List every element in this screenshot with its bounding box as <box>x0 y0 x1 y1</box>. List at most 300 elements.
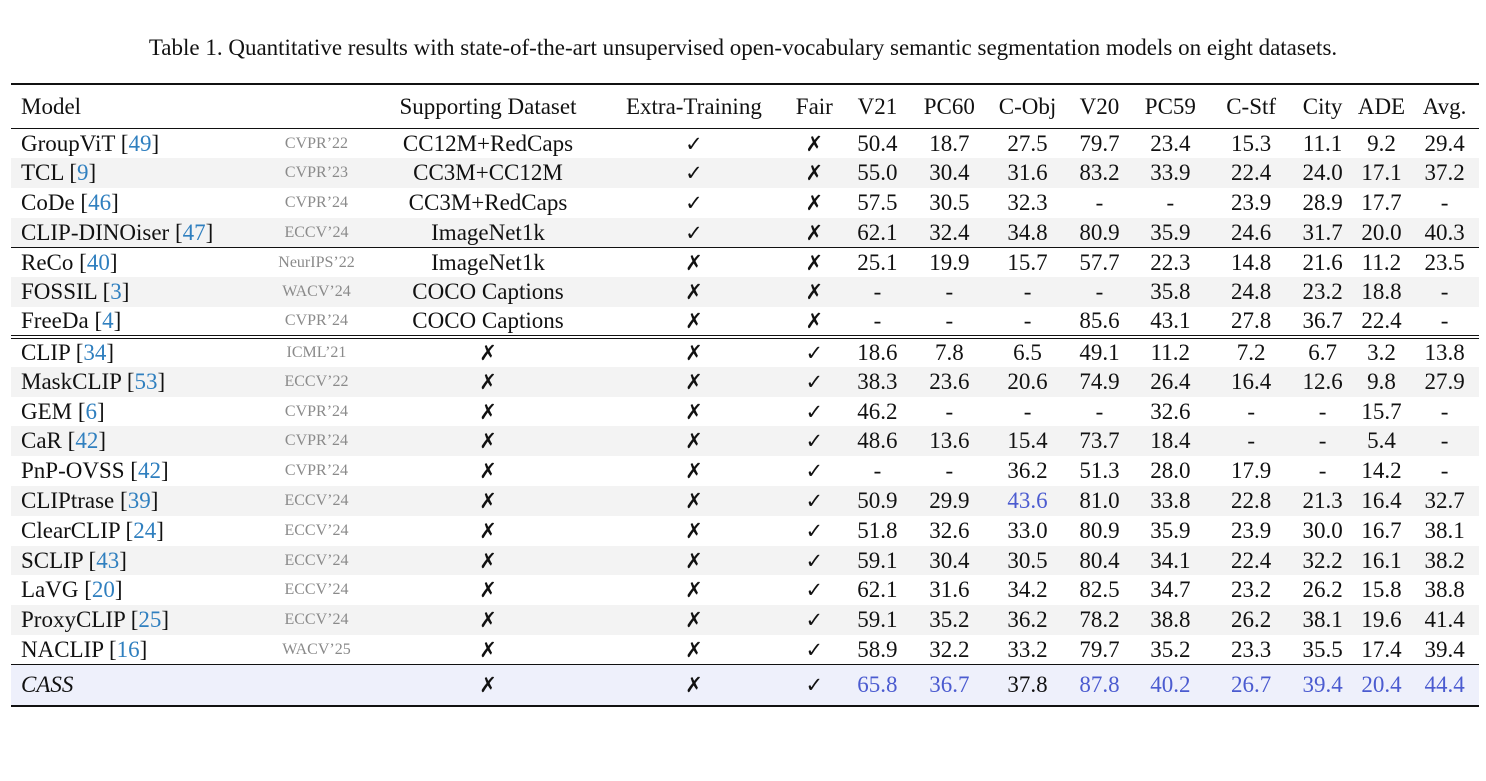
score-cell: 30.4 <box>912 158 987 188</box>
extra-training-mark: ✗ <box>685 459 703 484</box>
supporting-dataset: ✗ <box>374 665 602 707</box>
fair-mark: ✓ <box>786 546 843 576</box>
model-name: FreeDa [4] <box>21 308 122 334</box>
fair-mark: ✗ <box>805 131 824 156</box>
score-cell: - <box>987 277 1068 307</box>
model-name: CLIPtrase [39] <box>11 486 259 516</box>
score-cell: 35.9 <box>1131 218 1210 248</box>
model-name: CASS <box>11 665 259 707</box>
model-name: CLIP [34] <box>11 337 259 367</box>
score-cell: - <box>1095 189 1104 215</box>
score-cell: 23.5 <box>1410 248 1479 278</box>
score-cell: 30.5 <box>929 189 970 215</box>
score-cell: 24.6 <box>1210 218 1292 248</box>
score-cell: - <box>873 458 882 484</box>
score-cell: 33.8 <box>1131 486 1210 516</box>
score-cell: 23.2 <box>1292 277 1352 307</box>
fair-mark: ✓ <box>786 426 843 456</box>
model-label: ProxyCLIP <box>21 607 125 633</box>
score-cell: 37.8 <box>987 665 1068 707</box>
table-row <box>11 129 1479 159</box>
column-header: City <box>1302 93 1343 119</box>
citation-link[interactable]: 6 <box>85 398 98 424</box>
fair-mark: ✗ <box>786 218 843 248</box>
score-cell: 85.6 <box>1079 308 1120 334</box>
model-label: LaVG <box>21 577 79 603</box>
score-cell: 21.6 <box>1292 248 1352 278</box>
model-label: ReCo <box>21 249 74 275</box>
score-cell: 32.4 <box>912 218 987 248</box>
fair-mark: ✗ <box>786 277 843 307</box>
extra-training-mark: ✓ <box>602 218 786 248</box>
score-cell: 7.8 <box>912 337 987 367</box>
score-cell: 50.4 <box>857 130 898 156</box>
score-cell: 82.5 <box>1079 577 1120 603</box>
score-cell: 18.6 <box>843 337 912 367</box>
supporting-dataset: ImageNet1k <box>374 248 602 278</box>
score-cell: 21.3 <box>1292 486 1352 516</box>
score-cell: 48.6 <box>843 426 912 456</box>
score-cell: 46.2 <box>857 398 898 424</box>
table-row <box>11 456 1479 486</box>
model-label: GEM <box>21 398 73 424</box>
score-cell: 28.9 <box>1302 189 1343 215</box>
extra-training-mark: ✗ <box>602 277 786 307</box>
extra-training-mark: ✗ <box>685 399 703 424</box>
score-cell: 15.4 <box>987 426 1068 456</box>
venue-label: CVPR’23 <box>259 158 374 188</box>
score-cell: - <box>1068 277 1131 307</box>
fair-mark: ✗ <box>805 309 824 334</box>
supporting-dataset: ✗ <box>374 486 602 516</box>
score-cell: - <box>1166 189 1175 215</box>
model-name: SCLIP [43] <box>11 546 259 576</box>
extra-training-mark: ✗ <box>685 578 703 603</box>
table-row <box>11 337 1479 367</box>
score-cell: 11.1 <box>1302 130 1343 156</box>
table-row <box>11 248 1479 278</box>
score-cell: 23.4 <box>1150 130 1191 156</box>
extra-training-mark: ✗ <box>602 605 786 635</box>
score-cell: 6.7 <box>1292 337 1352 367</box>
venue-label: WACV’24 <box>259 277 374 307</box>
score-cell: 5.4 <box>1353 426 1410 456</box>
model-name: ReCo [40] <box>11 248 259 278</box>
score-cell: 39.4 <box>1424 636 1465 662</box>
score-cell: 34.7 <box>1150 577 1191 603</box>
model-label: GroupViT <box>21 130 116 156</box>
model-label: TCL <box>21 160 64 186</box>
table-row <box>11 307 1479 337</box>
supporting-dataset: COCO Captions <box>374 277 602 307</box>
supporting-dataset: ✗ <box>374 546 602 576</box>
score-cell: 83.2 <box>1068 158 1131 188</box>
citation-link[interactable]: 4 <box>102 308 114 334</box>
citation-link[interactable]: 40 <box>86 249 110 275</box>
score-cell: 35.2 <box>1150 636 1191 662</box>
citation-link[interactable]: 9 <box>77 160 89 186</box>
score-cell: 44.4 <box>1410 665 1479 707</box>
table-row <box>11 426 1479 456</box>
score-cell: 31.7 <box>1292 218 1352 248</box>
extra-training-mark: ✗ <box>685 518 703 543</box>
model-label: FOSSIL <box>21 279 97 305</box>
score-cell: 22.8 <box>1210 486 1292 516</box>
citation-link[interactable]: 25 <box>138 607 162 633</box>
score-cell: 30.4 <box>912 546 987 576</box>
venue-label: ECCV’24 <box>259 486 374 516</box>
score-cell: - <box>1210 426 1292 456</box>
score-cell: 20.4 <box>1353 665 1410 707</box>
citation-link[interactable]: 34 <box>83 339 107 365</box>
extra-training-mark: ✗ <box>602 337 786 367</box>
score-cell: 22.4 <box>1361 308 1402 334</box>
score-cell: 30.5 <box>987 546 1068 576</box>
score-cell: 38.3 <box>843 367 912 397</box>
supporting-dataset: ✗ <box>479 459 497 484</box>
score-cell: 80.4 <box>1068 546 1131 576</box>
score-cell: 74.9 <box>1068 367 1131 397</box>
venue-label: ECCV’24 <box>259 218 374 248</box>
score-cell: 35.8 <box>1131 277 1210 307</box>
model-name: NACLIP [16] <box>21 636 148 662</box>
score-cell: 7.2 <box>1210 337 1292 367</box>
extra-training-mark: ✗ <box>602 248 786 278</box>
extra-training-mark: ✗ <box>602 367 786 397</box>
table-row <box>11 635 1479 665</box>
fair-mark: ✓ <box>786 486 843 516</box>
table-row <box>11 158 1479 188</box>
model-name: GEM [6] <box>21 398 105 424</box>
score-cell: 24.8 <box>1210 277 1292 307</box>
supporting-dataset: ✗ <box>374 337 602 367</box>
venue-label: ECCV’24 <box>259 546 374 576</box>
model-label: NACLIP <box>21 636 104 662</box>
score-cell: 26.2 <box>1302 577 1343 603</box>
extra-training-mark: ✗ <box>602 426 786 456</box>
score-cell: 32.2 <box>1292 546 1352 576</box>
score-cell: - <box>843 277 912 307</box>
score-cell: 34.1 <box>1131 546 1210 576</box>
model-name: GroupViT [49] <box>21 130 160 156</box>
venue-label: NeurIPS’22 <box>259 248 374 278</box>
supporting-dataset: ✗ <box>479 399 497 424</box>
score-cell: 81.0 <box>1068 486 1131 516</box>
score-cell: 23.2 <box>1231 577 1272 603</box>
score-cell: - <box>1023 308 1032 334</box>
table-row <box>11 516 1479 546</box>
column-header: C-Stf <box>1226 93 1277 119</box>
fair-mark: ✓ <box>786 605 843 635</box>
score-cell: 32.6 <box>1150 398 1191 424</box>
score-cell: - <box>1095 398 1104 424</box>
score-cell: - <box>945 308 954 334</box>
score-cell: 28.0 <box>1150 458 1191 484</box>
supporting-dataset: ImageNet1k <box>374 218 602 248</box>
venue-label: ECCV’24 <box>284 581 349 599</box>
venue-label: ECCV’24 <box>284 521 349 539</box>
score-cell: 50.9 <box>843 486 912 516</box>
score-cell: - <box>1440 458 1449 484</box>
results-table <box>11 83 1479 707</box>
score-cell: 27.9 <box>1410 367 1479 397</box>
model-label: CLIP-DINOiser <box>21 219 170 245</box>
score-cell: 62.1 <box>843 218 912 248</box>
score-cell: 32.6 <box>929 517 970 543</box>
model-name: CLIP-DINOiser [47] <box>11 218 259 248</box>
score-cell: 33.0 <box>1007 517 1048 543</box>
score-cell: 38.2 <box>1410 546 1479 576</box>
fair-mark: ✗ <box>786 248 843 278</box>
score-cell: 29.9 <box>912 486 987 516</box>
model-name: FOSSIL [3] <box>11 277 259 307</box>
score-cell: 3.2 <box>1353 337 1410 367</box>
score-cell: 33.2 <box>1007 636 1048 662</box>
model-name: LaVG [20] <box>21 577 123 603</box>
model-label: ClearCLIP <box>21 517 120 543</box>
score-cell: 18.7 <box>929 130 970 156</box>
venue-label: CVPR’24 <box>284 402 349 420</box>
score-cell: 55.0 <box>843 158 912 188</box>
model-label: CoDe <box>21 189 75 215</box>
score-cell: - <box>873 308 882 334</box>
score-cell: 35.5 <box>1302 636 1343 662</box>
score-cell: 31.6 <box>929 577 970 603</box>
extra-training-mark: ✗ <box>602 665 786 707</box>
score-cell: 79.7 <box>1079 636 1120 662</box>
venue-label: CVPR’24 <box>259 426 374 456</box>
table-row <box>11 277 1479 307</box>
score-cell: 26.4 <box>1131 367 1210 397</box>
score-cell: 17.4 <box>1361 636 1402 662</box>
citation-link[interactable]: 53 <box>134 368 158 394</box>
score-cell: 34.8 <box>987 218 1068 248</box>
score-cell: 6.5 <box>987 337 1068 367</box>
venue-label <box>259 665 374 707</box>
venue-label: WACV’25 <box>282 640 351 658</box>
table-row <box>11 397 1479 427</box>
supporting-dataset: ✗ <box>374 367 602 397</box>
fair-mark: ✓ <box>786 367 843 397</box>
citation-link[interactable]: 43 <box>96 547 120 573</box>
column-header: PC59 <box>1144 93 1196 119</box>
citation-link[interactable]: 49 <box>128 130 152 156</box>
model-label: PnP-OVSS <box>21 458 125 484</box>
score-cell: - <box>1318 398 1327 424</box>
model-name: ClearCLIP [24] <box>21 517 164 543</box>
model-name: CaR [42] <box>11 426 259 456</box>
fair-mark: ✗ <box>786 158 843 188</box>
header-row <box>11 84 1479 129</box>
table-row <box>11 188 1479 218</box>
score-cell: 58.9 <box>857 636 898 662</box>
column-header: Extra-Training <box>625 93 762 119</box>
score-cell: 13.8 <box>1410 337 1479 367</box>
model-name: TCL [9] <box>11 158 259 188</box>
fair-mark: ✓ <box>805 578 824 603</box>
score-cell: 40.3 <box>1410 218 1479 248</box>
citation-link[interactable]: 24 <box>133 517 157 543</box>
citation-link[interactable]: 47 <box>182 219 206 245</box>
score-cell: - <box>1410 426 1479 456</box>
score-cell: 11.2 <box>1131 337 1210 367</box>
score-cell: - <box>1440 398 1449 424</box>
score-cell: 17.1 <box>1353 158 1410 188</box>
column-header: Supporting Dataset <box>399 93 577 119</box>
score-cell: - <box>945 398 954 424</box>
score-cell: 32.7 <box>1410 486 1479 516</box>
supporting-dataset: ✗ <box>374 426 602 456</box>
score-cell: 19.9 <box>912 248 987 278</box>
supporting-dataset: ✗ <box>479 578 497 603</box>
score-cell: 23.9 <box>1231 189 1272 215</box>
score-cell: 18.4 <box>1131 426 1210 456</box>
score-cell: 43.6 <box>987 486 1068 516</box>
citation-link[interactable]: 42 <box>137 458 161 484</box>
citation-link[interactable]: 20 <box>91 577 115 603</box>
column-header: ADE <box>1357 93 1406 119</box>
fair-mark: ✓ <box>786 337 843 367</box>
score-cell: - <box>1292 426 1352 456</box>
table-row <box>11 367 1479 397</box>
score-cell: 24.0 <box>1292 158 1352 188</box>
model-label: CLIP <box>21 339 70 365</box>
fair-mark: ✓ <box>805 459 824 484</box>
score-cell: 32.2 <box>929 636 970 662</box>
score-cell: 15.7 <box>1361 398 1402 424</box>
score-cell: 36.2 <box>987 605 1068 635</box>
citation-link[interactable]: 46 <box>88 189 112 215</box>
citation-link[interactable]: 3 <box>110 279 122 305</box>
score-cell: 35.2 <box>912 605 987 635</box>
citation-link[interactable]: 39 <box>127 487 151 513</box>
table-row <box>11 546 1479 576</box>
table-row <box>11 218 1479 248</box>
score-cell: 29.4 <box>1424 130 1465 156</box>
score-cell: 14.8 <box>1210 248 1292 278</box>
score-cell: 80.9 <box>1068 218 1131 248</box>
score-cell: 87.8 <box>1068 665 1131 707</box>
score-cell: 51.3 <box>1079 458 1120 484</box>
score-cell: 15.3 <box>1231 130 1272 156</box>
score-cell: 31.6 <box>987 158 1068 188</box>
model-label: MaskCLIP <box>21 368 122 394</box>
score-cell: 22.4 <box>1210 158 1292 188</box>
supporting-dataset: ✗ <box>479 518 497 543</box>
score-cell: 26.7 <box>1210 665 1292 707</box>
column-header: PC60 <box>923 93 975 119</box>
column-header: Fair <box>795 93 833 119</box>
score-cell: 38.8 <box>1131 605 1210 635</box>
score-cell: 26.2 <box>1210 605 1292 635</box>
score-cell: - <box>1440 308 1449 334</box>
score-cell: 38.8 <box>1424 577 1465 603</box>
score-cell: 40.2 <box>1131 665 1210 707</box>
score-cell: 37.2 <box>1410 158 1479 188</box>
model-name: CoDe [46] <box>21 189 119 215</box>
column-header: V20 <box>1079 93 1120 119</box>
extra-training-mark: ✓ <box>685 131 703 156</box>
score-cell: - <box>912 277 987 307</box>
score-cell: 41.4 <box>1410 605 1479 635</box>
score-cell: 22.4 <box>1210 546 1292 576</box>
table-body <box>11 129 1479 707</box>
score-cell: 16.4 <box>1210 367 1292 397</box>
score-cell: 59.1 <box>843 546 912 576</box>
supporting-dataset: ✗ <box>479 637 497 662</box>
score-cell: 38.1 <box>1424 517 1465 543</box>
score-cell: 65.8 <box>843 665 912 707</box>
score-cell: 23.6 <box>912 367 987 397</box>
score-cell: 35.9 <box>1150 517 1191 543</box>
extra-training-mark: ✗ <box>685 309 703 334</box>
extra-training-mark: ✗ <box>602 486 786 516</box>
table-caption: Table 1. Quantitative results with state-of-the-art unsupervised open-vocabulary semantic segmentation models on eight datasets. <box>148 35 1338 60</box>
column-header: Avg. <box>1422 93 1467 119</box>
fair-mark: ✗ <box>805 190 824 215</box>
score-cell: 11.2 <box>1353 248 1410 278</box>
table-row <box>11 486 1479 516</box>
fair-mark: ✓ <box>786 665 843 707</box>
model-name: ProxyCLIP [25] <box>11 605 259 635</box>
score-cell: 78.2 <box>1068 605 1131 635</box>
score-cell: 25.1 <box>843 248 912 278</box>
extra-training-mark: ✓ <box>685 190 703 215</box>
score-cell: 18.8 <box>1353 277 1410 307</box>
score-cell: 19.6 <box>1353 605 1410 635</box>
score-cell: - <box>1023 398 1032 424</box>
fair-mark: ✓ <box>805 399 824 424</box>
score-cell: 73.7 <box>1068 426 1131 456</box>
supporting-dataset: CC3M+RedCaps <box>408 189 568 215</box>
table-row-cass <box>11 665 1479 707</box>
column-header: C-Obj <box>998 93 1057 119</box>
score-cell: 15.7 <box>987 248 1068 278</box>
citation-link[interactable]: 16 <box>116 636 140 662</box>
venue-label: ECCV’24 <box>259 605 374 635</box>
score-cell: 20.6 <box>987 367 1068 397</box>
score-cell: 23.9 <box>1231 517 1272 543</box>
score-cell: 22.3 <box>1131 248 1210 278</box>
score-cell: 51.8 <box>857 517 898 543</box>
score-cell: - <box>1247 398 1255 424</box>
fair-mark: ✓ <box>805 518 824 543</box>
score-cell: 57.5 <box>857 189 898 215</box>
score-cell: - <box>945 458 954 484</box>
supporting-dataset: ✗ <box>374 605 602 635</box>
score-cell: - <box>1440 189 1449 215</box>
table-row <box>11 605 1479 635</box>
score-cell: 62.1 <box>857 577 898 603</box>
extra-training-mark: ✗ <box>602 546 786 576</box>
model-label: FreeDa <box>21 308 89 334</box>
venue-label: ICML’21 <box>259 337 374 367</box>
score-cell: 20.0 <box>1353 218 1410 248</box>
score-cell: 57.7 <box>1068 248 1131 278</box>
score-cell: 30.0 <box>1302 517 1343 543</box>
model-label: CaR <box>21 428 62 454</box>
citation-link[interactable]: 42 <box>75 428 99 454</box>
score-cell: 14.2 <box>1361 458 1402 484</box>
supporting-dataset: CC3M+CC12M <box>374 158 602 188</box>
column-header: V21 <box>857 93 898 119</box>
column-header: Model <box>21 93 82 119</box>
score-cell: 16.7 <box>1361 517 1402 543</box>
score-cell: 36.7 <box>912 665 987 707</box>
score-cell: 17.9 <box>1231 458 1272 484</box>
score-cell: 39.4 <box>1292 665 1352 707</box>
score-cell: 36.7 <box>1302 308 1343 334</box>
